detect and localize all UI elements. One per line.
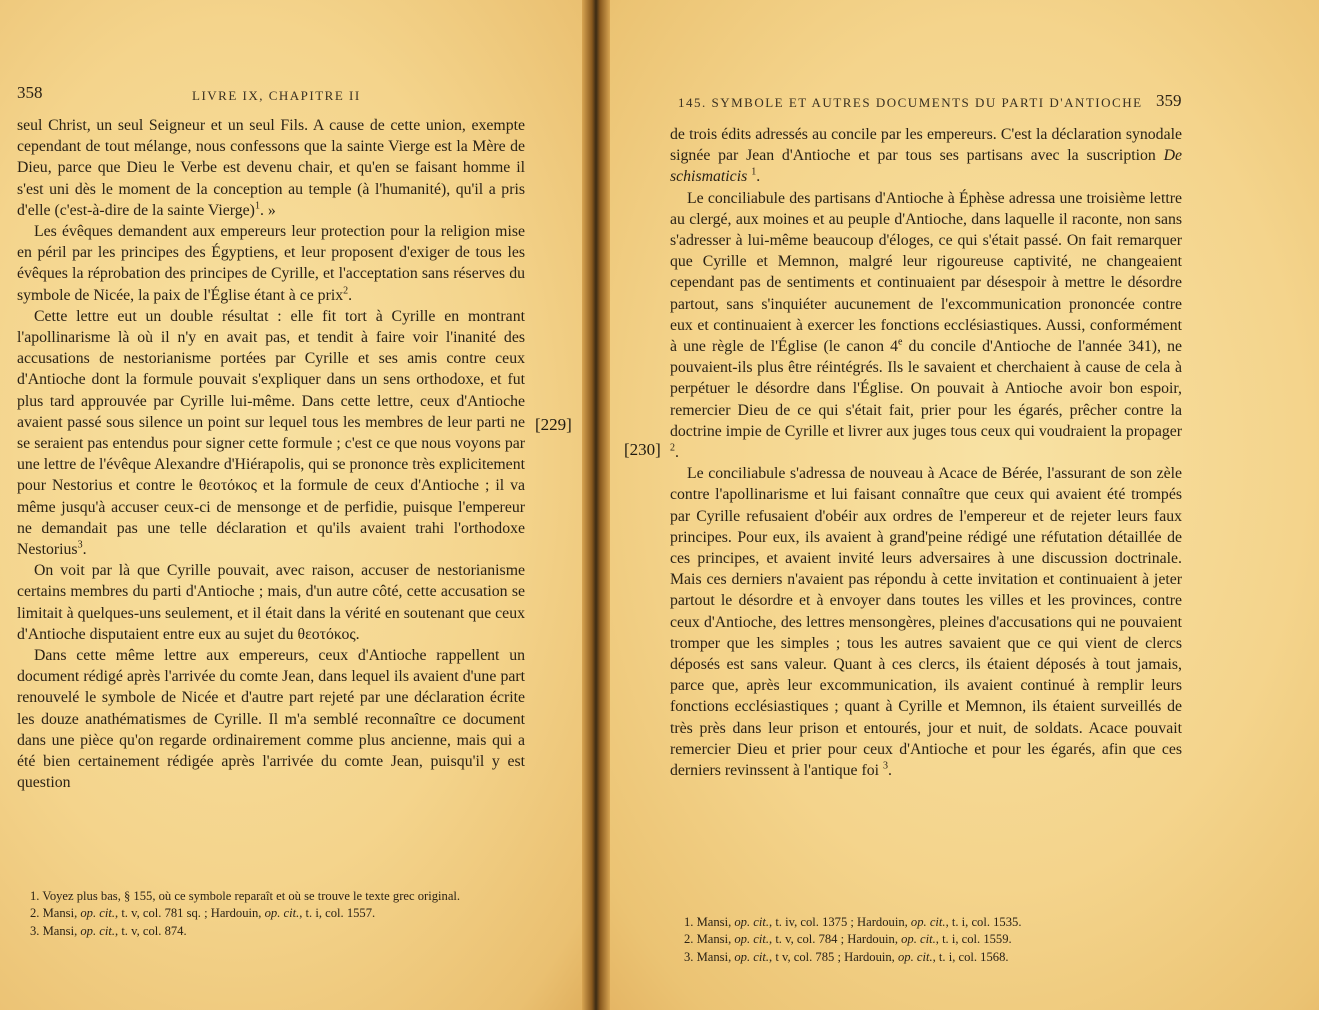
footnote <box>14 905 524 922</box>
text-run: . <box>756 168 761 186</box>
text-run: . <box>887 762 892 780</box>
left-body-text <box>17 115 525 794</box>
left-footnotes <box>14 888 524 940</box>
text-run: Cette lettre eut un double résultat : elle fit tort à Cyrille en montrant l'apollinarisme là où il n'y en avait pas, et tendit à faire voir l'inanité des accusations de nestorianisme portées par Cyrille et ses amis contre ceux d'Antioche dont la formule pouvait s'expliquer dans un sens orthodoxe, et fut plus tard approuvée par Cyrille lui-même. Dans cette lettre, ceux d'Antioche avaient passé sous silence un point sur lequel tous les membres de leur parti ne se seraient pas entendus pour signer cette formule ; c'est ce que nous voyons par une lettre de l'évêque Alexandre d'Hiérapolis, qui se prononce très explicitement pour Nestorius et contre le θεοτόκος et la formule de ceux d'Antioche ; il va même jusqu'à accuser ceux-ci de mensonge et de perfidie, puisque l'empereur ne demandait pas une telle déclaration et qu'ils avaient trahi l'orthodoxe Nestorius <box>17 307 525 559</box>
footnote-ref: e <box>898 336 903 348</box>
book-gutter <box>582 0 610 1010</box>
paragraph <box>17 306 525 560</box>
text-run: 2. Mansi, <box>684 932 735 947</box>
text-run: . <box>348 286 353 304</box>
italic-text: op. cit. <box>910 915 946 929</box>
italic-text: op. cit. <box>734 949 770 964</box>
italic-text: op. cit. <box>901 932 936 947</box>
text-run: Dans cette même lettre aux empereurs, ceux d'Antioche rappellent un document rédigé après l'arrivée du comte Jean, dans lequel ils avaient d'une part renouvelé le symbole de Nicée et d'autre part rejeté par une déclaration écrite les douze anathématismes de Cyrille. Il m'a semblé reconnaître ce document dans une pièce qu'on regarde ordinairement comme plus ancienne, mais qui a été bien certainement rédigée après l'arrivée du comte Jean, puisqu'il y est question <box>17 647 525 792</box>
text-run: 1. Voyez plus bas, § 155, où ce symbole reparaît et où se trouve le texte grec original. <box>30 889 461 903</box>
footnote-ref: 3 <box>882 760 888 772</box>
footnote <box>668 914 1178 931</box>
text-run: , t. iv, col. 1375 ; Hardouin, <box>769 915 911 929</box>
paragraph <box>17 560 525 645</box>
paragraph <box>670 124 1182 188</box>
text-run: 3. Mansi, <box>30 923 81 938</box>
paragraph <box>670 188 1182 464</box>
footnote <box>668 931 1178 948</box>
paragraph <box>17 645 525 793</box>
text-run: , t. v, col. 784 ; Hardouin, <box>769 932 902 947</box>
footnote-ref: 1 <box>254 200 260 212</box>
right-page <box>600 0 1319 1010</box>
text-run: , t. v, col. 781 sq. ; Hardouin, <box>115 906 265 921</box>
text-run: , t. i, col. 1559. <box>935 932 1012 947</box>
text-run: . <box>675 444 679 462</box>
paragraph <box>17 115 525 221</box>
italic-text: op. cit. <box>264 906 300 921</box>
italic-text: op. cit. <box>80 906 116 921</box>
italic-text: op. cit. <box>734 915 770 929</box>
marginal-page-ref: [230] <box>624 440 661 459</box>
marginal-page-ref: [229] <box>535 415 572 434</box>
page-number: 358 <box>17 83 43 102</box>
text-run: , t v, col. 785 ; Hardouin, <box>769 949 898 964</box>
running-head: LIVRE IX, CHAPITRE II <box>192 88 361 103</box>
text-run: de trois édits adressés au concile par les empereurs. C'est la déclaration synodale signée par Jean d'Antioche et par tous ses partisans avec la suscription <box>670 126 1182 165</box>
text-run: 2. Mansi, <box>30 906 81 921</box>
footnote-ref: 3 <box>77 539 83 551</box>
italic-text: op. cit. <box>80 923 116 938</box>
italic-text: op. cit. <box>734 932 770 947</box>
text-run: . <box>82 541 87 559</box>
italic-text: De schismaticis <box>670 147 1182 186</box>
text-run: 3. Mansi, <box>684 949 735 964</box>
page-number: 359 <box>1156 91 1182 110</box>
italic-text: op. cit. <box>897 949 933 964</box>
footnote <box>14 888 524 905</box>
text-run: Le conciliabule des partisans d'Antioche à Éphèse adressa une troisième lettre au clergé, aux moines et au peuple d'Antioche, dans laquelle il raconte, non sans s'adresser à lui-même beaucoup d'éloges, ce qui s'était passé. On fait remarquer que Cyrille et Memnon, malgré leur rigoureuse captivité, ne changeaient cependant pas de sentiments et continuaient par désespoir à mettre le désordre partout, sans s'inquiéter aucunement de l'excommunication prononcée contre eux et continuaient à exercer les fonctions ecclésiastiques. Aussi, conformément à une règle de l'Église (le canon 4 <box>670 189 1182 356</box>
text-run: seul Christ, un seul Seigneur et un seul Fils. A cause de cette union, exempte cependant de tout mélange, nous confessons que la sainte Vierge est la Mère de Dieu, parce que Dieu le Verbe est devenu chair, et qu'en se faisant homme il s'est uni dès le moment de la conception au temple (à l'humanité), qu'il a pris d'elle (c'est-à-dire de la sainte Vierge) <box>17 117 525 219</box>
text-run: On voit par là que Cyrille pouvait, avec raison, accuser de nestorianisme certains membres du parti d'Antioche ; mais, d'un autre côté, cette accusation se limitait à quelques-uns seulement, et il était dans la vérité en soutenant que ceux d'Antioche disputaient entre eux au sujet du θεοτόκος. <box>17 562 525 643</box>
footnote <box>14 923 524 940</box>
text-run: Le conciliabule s'adressa de nouveau à Acace de Bérée, l'assurant de son zèle contre l'apollinarisme et lui faisant connaître que ceux qui avaient été trompés par Cyrille refusaient d'obéir aux ordres de l'empereur et de rejeter leurs faux principes. Pour eux, ils avaient à grand'peine rédigé une réfutation détaillée de ces principes, et avaient invité leurs adversaires à une discussion doctrinale. Mais ces derniers n'avaient pas répondu à cette invitation et continuaient à jeter partout le désordre et à envoyer dans toutes les villes et les provinces, contre ceux d'Antioche, des lettres mensongères, pleines d'accusations qui ne pouvaient tromper que les simples ; tous les autres savaient que ce qui vient de clercs déposés est sans valeur. Quant à ces clercs, ils étaient déposés à tout jamais, parce que, après leur excommunication, ils avaient continué à remplir leurs fonctions ecclésiastiques ; quant à Cyrille et Memnon, ils étaient surveillés de très près dans leur prison et entourés, jour et nuit, de soldats. Acace pouvait remercier Dieu et prier pour ceux d'Antioche et pour les égarés, afin que ces derniers revinssent à l'antique foi <box>670 465 1182 780</box>
text-run: , t. v, col. 874. <box>115 923 187 938</box>
running-head: 145. SYMBOLE ET AUTRES DOCUMENTS DU PARTI D'ANTIOCHE <box>678 95 1143 110</box>
text-run: . » <box>259 201 276 219</box>
text-run: , t. i, col. 1535. <box>945 915 1022 929</box>
paragraph <box>17 221 525 306</box>
text-run: , t. i, col. 1568. <box>932 949 1009 964</box>
footnote-ref: 2 <box>343 285 349 297</box>
text-run: 1. Mansi, <box>684 915 735 929</box>
footnote <box>668 949 1178 966</box>
right-footnotes <box>668 914 1178 966</box>
left-page <box>0 0 592 1010</box>
paragraph <box>670 463 1182 781</box>
right-body-text <box>670 124 1182 781</box>
text-run: du concile d'Antioche de l'année 341), ne pouvaient-ils plus être réintégrés. Ils le savaient et cherchaient à cause de cela à perpétuer le désordre dans l'Église. On pouvait à Antioche avoir bon espoir, remercier Dieu de ce qui s'était fait, prier pour les égarés, prêcher contre la doctrine impie de Cyrille et livrer aux juges tous ceux qui voudraient la propager <box>670 338 1182 440</box>
footnote-ref: 2 <box>670 442 675 454</box>
text-run: Les évêques demandent aux empereurs leur protection pour la religion mise en péril par les principes des Égyptiens, et leur proposent d'exiger de tous les évêques la réprobation des principes de Cyrille, et l'acceptation sans réserves du symbole de Nicée, la paix de l'Église étant à ce prix <box>17 223 525 304</box>
text-run: , t. i, col. 1557. <box>299 906 376 921</box>
footnote-ref: 1 <box>751 167 757 179</box>
